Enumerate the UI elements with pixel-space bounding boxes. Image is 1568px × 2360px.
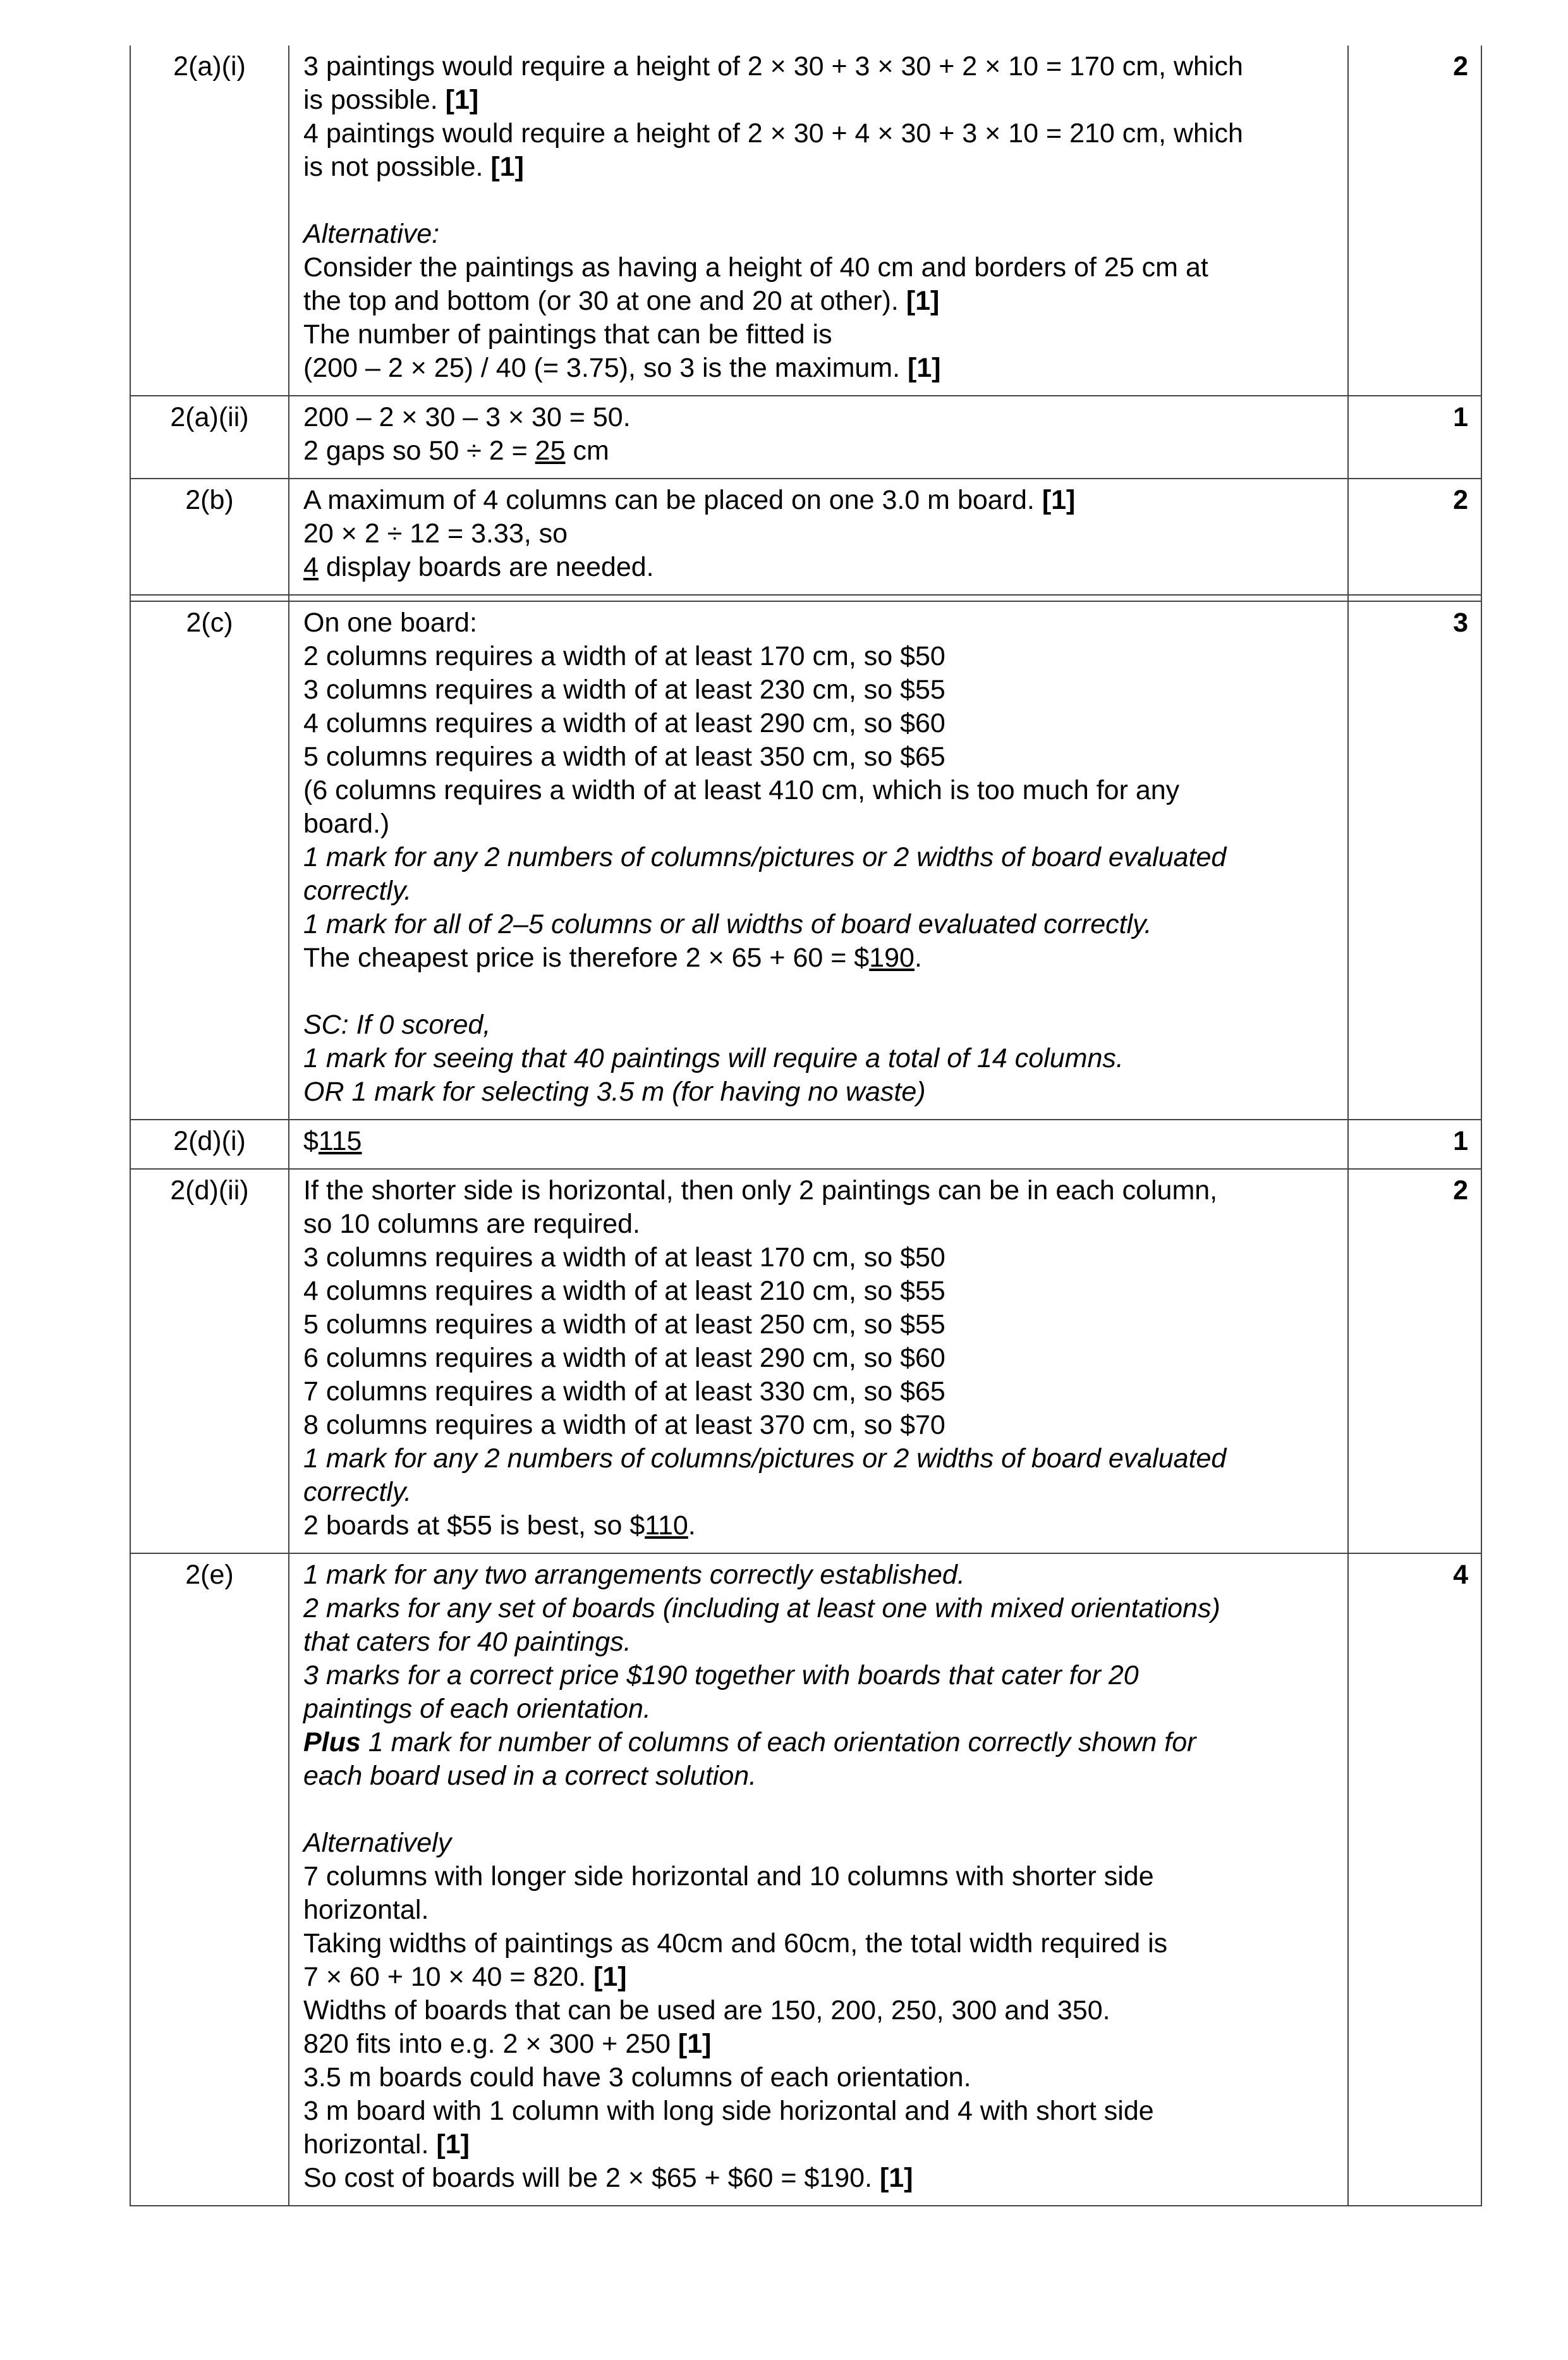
answer-text: 8 columns requires a width of at least 370 cm, so $70	[303, 1410, 945, 1440]
answer-text: 1 mark for all of 2–5 columns or all widths of board evaluated correctly.	[303, 909, 1152, 939]
answer-line	[303, 1692, 1335, 1726]
answer-line	[303, 774, 1335, 807]
mark-scheme-table	[130, 46, 1482, 2206]
table-row	[130, 46, 1481, 396]
double-rule-cell	[1348, 595, 1481, 601]
answer-text: [1]	[1042, 485, 1076, 515]
answer-text: [1]	[678, 2029, 712, 2059]
answer-text: board.)	[303, 809, 390, 839]
answer-cell	[289, 601, 1348, 1120]
answer-text: 1 mark for any 2 numbers of columns/pictures or 2 widths of board evaluated	[303, 842, 1227, 872]
answer-text: On one board:	[303, 608, 477, 638]
answer-line	[303, 1994, 1335, 2027]
answer-text: 200 – 2 × 30 – 3 × 30 = 50.	[303, 402, 631, 432]
question-number: 2(b)	[130, 479, 289, 595]
answer-line	[303, 150, 1335, 184]
answer-line	[303, 352, 1335, 385]
answer-line	[303, 2027, 1335, 2061]
answer-text: The cheapest price is therefore 2 × 65 + 60 = $	[303, 943, 870, 973]
answer-text: [1]	[906, 286, 940, 316]
answer-text: 190	[869, 943, 915, 973]
answer-text: 1 mark for any two arrangements correctly established.	[303, 1560, 965, 1590]
answer-line	[303, 1409, 1335, 1442]
answer-text: [1]	[436, 2129, 470, 2160]
answer-text: is possible.	[303, 85, 446, 115]
answer-line	[303, 908, 1335, 941]
table-row	[130, 396, 1481, 479]
marks-cell: 2	[1348, 46, 1481, 396]
marks-cell: 1	[1348, 396, 1481, 479]
question-number: 2(a)(ii)	[130, 396, 289, 479]
answer-text: 2 boards at $55 is best, so $	[303, 1510, 645, 1541]
answer-text: 3 columns requires a width of at least 230 cm, so $55	[303, 675, 945, 705]
answer-text: 3 columns requires a width of at least 170 cm, so $50	[303, 1242, 945, 1273]
answer-text: 6 columns requires a width of at least 290 cm, so $60	[303, 1343, 945, 1373]
answer-line	[303, 517, 1335, 551]
answer-line	[303, 1275, 1335, 1308]
answer-line	[303, 707, 1335, 740]
answer-text: 2 marks for any set of boards (including at least one with mixed orientations)	[303, 1593, 1220, 1623]
table-row	[130, 1120, 1481, 1169]
answer-line	[303, 551, 1335, 584]
answer-cell	[289, 1120, 1348, 1169]
answer-text: $	[303, 1126, 319, 1156]
answer-text: 25	[535, 436, 566, 466]
answer-text: Plus	[303, 1727, 361, 1758]
table-row	[130, 479, 1481, 595]
marks-cell: 1	[1348, 1120, 1481, 1169]
answer-line	[303, 1893, 1335, 1927]
answer-line	[303, 1558, 1335, 1592]
answer-text: is not possible.	[303, 152, 491, 182]
question-number: 2(e)	[130, 1553, 289, 2206]
answer-text: .	[688, 1510, 696, 1541]
answer-line	[303, 401, 1335, 434]
answer-text: so 10 columns are required.	[303, 1209, 641, 1239]
answer-line	[303, 217, 1335, 251]
answer-line	[303, 640, 1335, 673]
answer-line	[303, 941, 1335, 975]
answer-cell	[289, 1169, 1348, 1553]
answer-line	[303, 807, 1335, 841]
answer-line	[303, 1008, 1335, 1042]
table-row	[130, 1553, 1481, 2206]
answer-text: correctly.	[303, 1477, 412, 1507]
answer-text: each board used in a correct solution.	[303, 1761, 757, 1791]
answer-text: display boards are needed.	[318, 552, 654, 582]
answer-line	[303, 1793, 1335, 1826]
answer-text: cm	[565, 436, 609, 466]
table-row	[130, 601, 1481, 1120]
answer-text: 3 paintings would require a height of 2 × 30 + 3 × 30 + 2 × 10 = 170 cm, which	[303, 51, 1243, 82]
marks-cell: 2	[1348, 1169, 1481, 1553]
answer-text: Widths of boards that can be used are 150, 200, 250, 300 and 350.	[303, 1995, 1110, 2026]
answer-text: Consider the paintings as having a height of 40 cm and borders of 25 cm at	[303, 252, 1208, 283]
answer-text: 4 columns requires a width of at least 290 cm, so $60	[303, 708, 945, 738]
answer-line	[303, 1174, 1335, 1208]
answer-line	[303, 2061, 1335, 2094]
answer-text: If the shorter side is horizontal, then only 2 paintings can be in each column,	[303, 1175, 1218, 1206]
answer-text: paintings of each orientation.	[303, 1694, 651, 1724]
answer-text: 20 × 2 ÷ 12 = 3.33, so	[303, 518, 568, 549]
answer-line	[303, 251, 1335, 284]
answer-line	[303, 1241, 1335, 1275]
answer-text: 1 mark for number of columns of each orientation correctly shown for	[360, 1727, 1196, 1758]
answer-line	[303, 606, 1335, 640]
answer-text: [1]	[880, 2163, 913, 2193]
mark-scheme-page	[130, 46, 1468, 2206]
answer-line	[303, 841, 1335, 874]
answer-text: correctly.	[303, 876, 412, 906]
answer-text: 3 m board with 1 column with long side horizontal and 4 with short side	[303, 2096, 1154, 2126]
answer-text: [1]	[490, 152, 524, 182]
answer-line	[303, 1726, 1335, 1759]
answer-cell	[289, 479, 1348, 595]
answer-text: 5 columns requires a width of at least 250 cm, so $55	[303, 1309, 945, 1340]
answer-text: (6 columns requires a width of at least 410 cm, which is too much for any	[303, 775, 1180, 805]
answer-line	[303, 1075, 1335, 1109]
answer-line	[303, 1342, 1335, 1375]
answer-line	[303, 673, 1335, 707]
answer-text: horizontal.	[303, 2129, 437, 2160]
answer-text: that caters for 40 paintings.	[303, 1627, 631, 1657]
answer-text: 110	[645, 1510, 688, 1541]
question-number: 2(c)	[130, 601, 289, 1120]
answer-line	[303, 2161, 1335, 2195]
answer-text: [1]	[445, 85, 479, 115]
answer-line	[303, 1659, 1335, 1692]
answer-text: 3.5 m boards could have 3 columns of each orientation.	[303, 2062, 971, 2093]
answer-line	[303, 1826, 1335, 1860]
question-number: 2(d)(ii)	[130, 1169, 289, 1553]
answer-text: 7 columns requires a width of at least 330 cm, so $65	[303, 1376, 945, 1407]
answer-text: 1 mark for seeing that 40 paintings will require a total of 14 columns.	[303, 1043, 1124, 1073]
answer-text: the top and bottom (or 30 at one and 20 at other).	[303, 286, 906, 316]
answer-line	[303, 1476, 1335, 1509]
answer-line	[303, 318, 1335, 352]
answer-line	[303, 1592, 1335, 1625]
answer-line	[303, 1442, 1335, 1476]
answer-text: 2 columns requires a width of at least 170 cm, so $50	[303, 641, 945, 671]
marks-cell: 3	[1348, 601, 1481, 1120]
answer-line	[303, 874, 1335, 908]
answer-line	[303, 1308, 1335, 1342]
double-rule-cell	[130, 595, 289, 601]
answer-text: 2 gaps so 50 ÷ 2 =	[303, 436, 535, 466]
answer-text: [1]	[908, 353, 941, 383]
answer-text: 1 mark for any 2 numbers of columns/pictures or 2 widths of board evaluated	[303, 1443, 1227, 1474]
answer-line	[303, 1927, 1335, 1960]
answer-line	[303, 1375, 1335, 1409]
answer-line	[303, 1759, 1335, 1793]
answer-text: (200 – 2 × 25) / 40 (= 3.75), so 3 is the maximum.	[303, 353, 908, 383]
double-rule-cell	[289, 595, 1348, 601]
answer-text: 7 × 60 + 10 × 40 = 820.	[303, 1962, 594, 1992]
answer-text: 4 columns requires a width of at least 210 cm, so $55	[303, 1276, 945, 1306]
answer-text: SC: If 0 scored,	[303, 1010, 491, 1040]
answer-text: So cost of boards will be 2 × $65 + $60 = $190.	[303, 2163, 880, 2193]
marks-cell: 2	[1348, 479, 1481, 595]
marks-cell: 4	[1348, 1553, 1481, 2206]
answer-line	[303, 117, 1335, 150]
answer-line	[303, 740, 1335, 774]
answer-text: 820 fits into e.g. 2 × 300 + 250	[303, 2029, 678, 2059]
table-row	[130, 1169, 1481, 1553]
answer-line	[303, 484, 1335, 517]
answer-line	[303, 1625, 1335, 1659]
answer-text: 4 paintings would require a height of 2 × 30 + 4 × 30 + 3 × 10 = 210 cm, which	[303, 118, 1243, 149]
answer-text: 3 marks for a correct price $190 together with boards that cater for 20	[303, 1660, 1139, 1691]
answer-line	[303, 1125, 1335, 1158]
answer-line	[303, 83, 1335, 117]
answer-line	[303, 2128, 1335, 2161]
answer-line	[303, 184, 1335, 217]
answer-line	[303, 1509, 1335, 1543]
answer-cell	[289, 1553, 1348, 2206]
answer-line	[303, 50, 1335, 83]
answer-text: 5 columns requires a width of at least 350 cm, so $65	[303, 742, 945, 772]
answer-line	[303, 1960, 1335, 1994]
answer-cell	[289, 46, 1348, 396]
answer-text: [1]	[593, 1962, 627, 1992]
answer-line	[303, 284, 1335, 318]
answer-text: Alternative:	[303, 219, 440, 249]
answer-text: 115	[318, 1126, 362, 1156]
question-number: 2(d)(i)	[130, 1120, 289, 1169]
answer-line	[303, 434, 1335, 468]
answer-line	[303, 975, 1335, 1008]
answer-text: 4	[303, 552, 319, 582]
answer-text: Taking widths of paintings as 40cm and 60cm, the total width required is	[303, 1928, 1168, 1959]
answer-text: Alternatively	[303, 1828, 452, 1858]
answer-line	[303, 1860, 1335, 1893]
answer-text: horizontal.	[303, 1895, 429, 1925]
question-number: 2(a)(i)	[130, 46, 289, 396]
answer-line	[303, 2094, 1335, 2128]
answer-cell	[289, 396, 1348, 479]
answer-text: .	[914, 943, 922, 973]
answer-line	[303, 1208, 1335, 1241]
answer-text: OR 1 mark for selecting 3.5 m (for having no waste)	[303, 1077, 926, 1107]
answer-text: The number of paintings that can be fitted is	[303, 319, 832, 350]
answer-text: 7 columns with longer side horizontal and 10 columns with shorter side	[303, 1861, 1154, 1892]
answer-line	[303, 1042, 1335, 1075]
answer-text: A maximum of 4 columns can be placed on one 3.0 m board.	[303, 485, 1042, 515]
double-rule	[130, 595, 1481, 601]
